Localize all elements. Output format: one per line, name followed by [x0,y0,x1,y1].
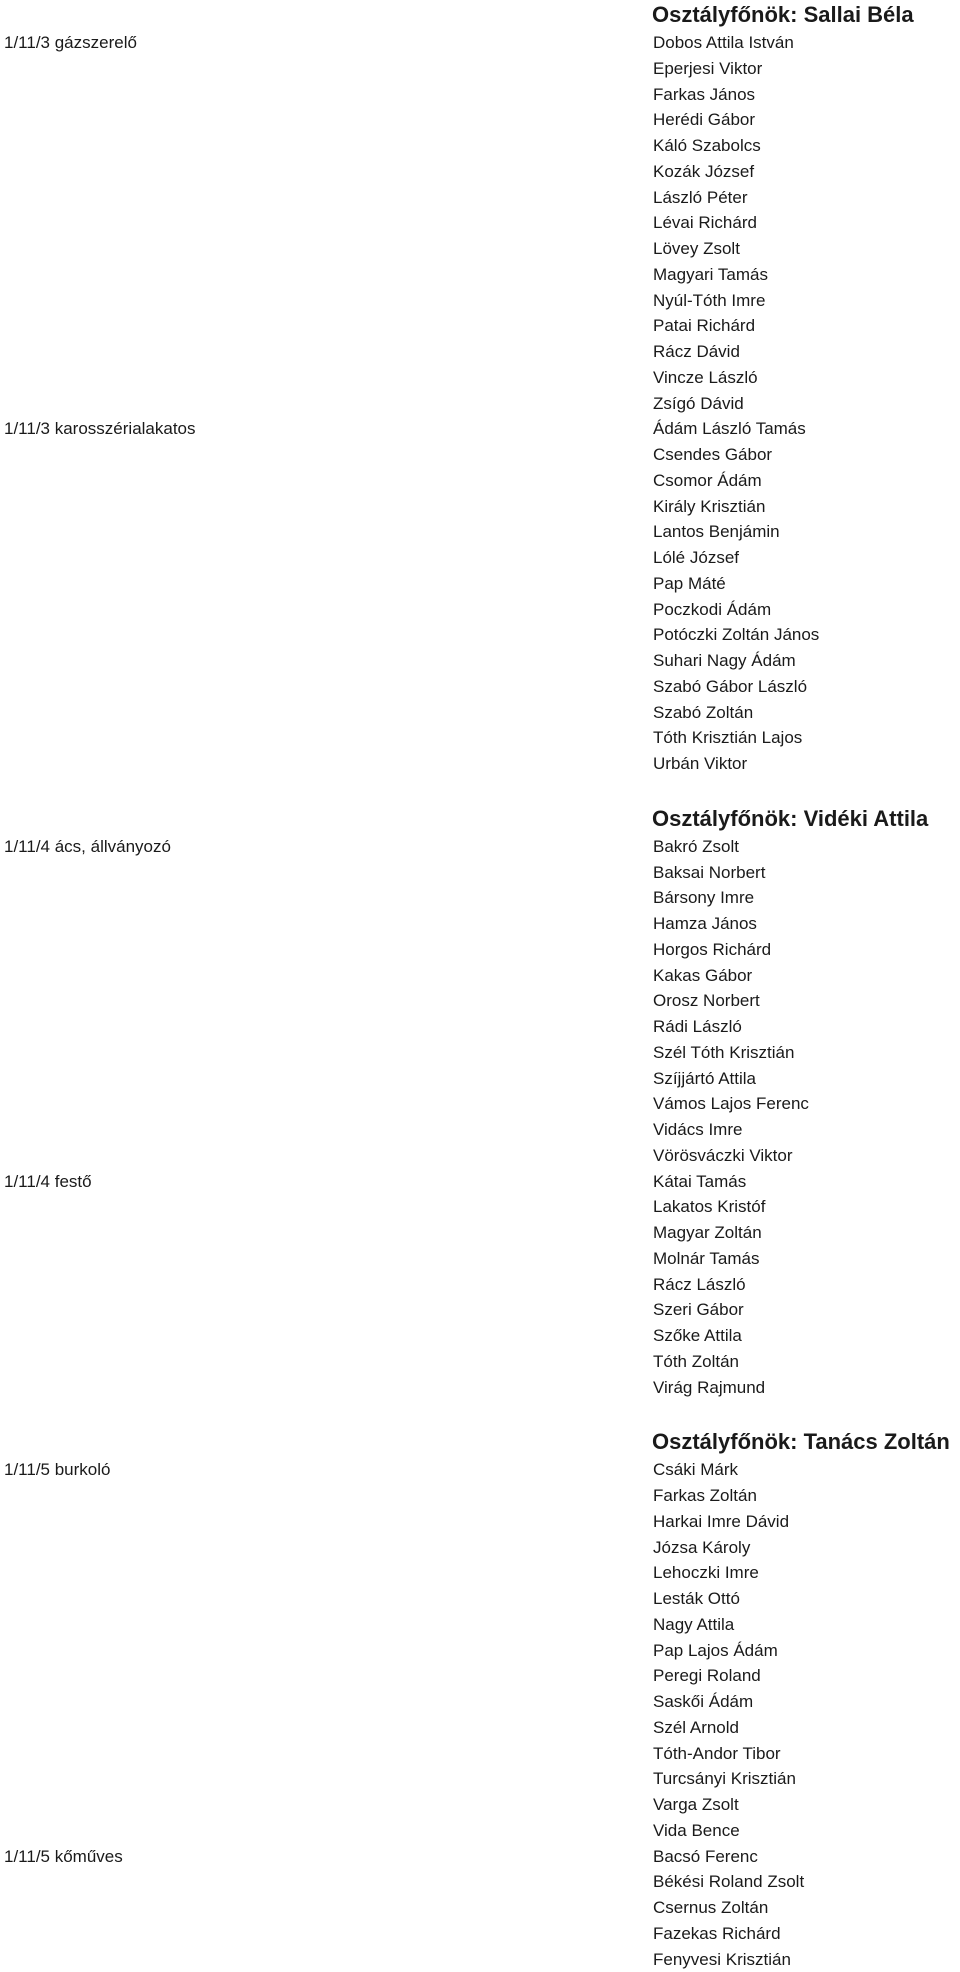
student-name: Fazekas Richárd [653,1921,781,1947]
class-group-label: 1/11/5 kőműves [4,1844,123,1870]
student-row [0,1638,960,1664]
student-row [0,288,960,314]
student-name: Káló Szabolcs [653,133,761,159]
student-name: Lévai Richárd [653,210,757,236]
student-name: Bakró Zsolt [653,834,739,860]
student-name: Vörösváczki Viktor [653,1143,793,1169]
student-name: Virág Rajmund [653,1375,765,1401]
student-name: Vincze László [653,365,758,391]
student-name: Békési Roland Zsolt [653,1869,804,1895]
student-name: Harkai Imre Dávid [653,1509,789,1535]
student-row [0,834,960,860]
student-row [0,1869,960,1895]
student-row [0,494,960,520]
student-row [0,545,960,571]
teacher-section [0,804,960,1401]
class-teacher-heading: Osztályfőnök: Vidéki Attila [652,804,960,834]
student-row [0,725,960,751]
student-row [0,1509,960,1535]
student-row [0,56,960,82]
student-row [0,674,960,700]
student-row [0,185,960,211]
student-row [0,339,960,365]
student-name: Farkas Zoltán [653,1483,757,1509]
student-name: Ádám László Tamás [653,416,806,442]
student-row [0,1895,960,1921]
student-row [0,1483,960,1509]
section-spacer [0,777,960,804]
student-name: Szőke Attila [653,1323,742,1349]
student-row [0,1349,960,1375]
student-name: Lólé József [653,545,739,571]
student-row [0,1272,960,1298]
student-row [0,82,960,108]
student-name: Fenyvesi Krisztián [653,1947,791,1972]
student-name: Nyúl-Tóth Imre [653,288,765,314]
student-name: Poczkodi Ádám [653,597,771,623]
student-name: Kakas Gábor [653,963,752,989]
class-group-label: 1/11/3 karosszérialakatos [4,416,196,442]
student-row [0,1169,960,1195]
student-name: Tóth-Andor Tibor [653,1741,781,1767]
student-row [0,1766,960,1792]
student-row [0,391,960,417]
student-row [0,1741,960,1767]
student-row [0,937,960,963]
class-teacher-heading: Osztályfőnök: Tanács Zoltán [652,1427,960,1457]
student-name: Csáki Márk [653,1457,738,1483]
student-name: Vidács Imre [653,1117,742,1143]
student-row [0,911,960,937]
student-row [0,1535,960,1561]
student-name: Varga Zsolt [653,1792,739,1818]
student-name: Hamza János [653,911,757,937]
student-row [0,1844,960,1870]
student-name: Suhari Nagy Ádám [653,648,796,674]
student-name: Kátai Tamás [653,1169,746,1195]
student-row [0,262,960,288]
student-row [0,416,960,442]
student-name: Pap Lajos Ádám [653,1638,778,1664]
student-name: Csernus Zoltán [653,1895,768,1921]
student-name: Patai Richárd [653,313,755,339]
student-name: Molnár Tamás [653,1246,759,1272]
student-name: Dobos Attila István [653,30,794,56]
student-name: Rádi László [653,1014,742,1040]
student-row [0,313,960,339]
student-name: Potóczki Zoltán János [653,622,819,648]
student-name: Király Krisztián [653,494,765,520]
student-row [0,1117,960,1143]
student-row [0,365,960,391]
student-row [0,1792,960,1818]
student-row [0,988,960,1014]
teacher-section [0,0,960,777]
student-row [0,1560,960,1586]
class-group-label: 1/11/5 burkoló [4,1457,110,1483]
student-row [0,1457,960,1483]
student-name: Lehoczki Imre [653,1560,759,1586]
student-name: Orosz Norbert [653,988,760,1014]
student-row [0,1143,960,1169]
student-name: Vida Bence [653,1818,740,1844]
student-row [0,210,960,236]
student-name: Lakatos Kristóf [653,1194,765,1220]
student-name: Csomor Ádám [653,468,762,494]
student-name: Zsígó Dávid [653,391,744,417]
student-name: Szabó Gábor László [653,674,807,700]
class-teacher-heading: Osztályfőnök: Sallai Béla [652,0,960,30]
student-name: Urbán Viktor [653,751,747,777]
student-row [0,1040,960,1066]
student-row [0,1375,960,1401]
student-row [0,751,960,777]
student-name: Saskői Ádám [653,1689,753,1715]
student-row [0,133,960,159]
student-name: Nagy Attila [653,1612,734,1638]
student-row [0,1715,960,1741]
student-row [0,1689,960,1715]
student-name: Kozák József [653,159,754,185]
student-row [0,700,960,726]
student-name: Lantos Benjámin [653,519,780,545]
student-name: Józsa Károly [653,1535,750,1561]
student-row [0,1246,960,1272]
class-group-label: 1/11/3 gázszerelő [4,30,137,56]
student-row [0,1921,960,1947]
student-row [0,648,960,674]
student-row [0,1194,960,1220]
student-row [0,963,960,989]
student-row [0,107,960,133]
student-name: Csendes Gábor [653,442,772,468]
student-name: Szél Tóth Krisztián [653,1040,794,1066]
student-row [0,1014,960,1040]
student-row [0,1297,960,1323]
student-row [0,885,960,911]
student-row [0,1220,960,1246]
student-name: Baksai Norbert [653,860,765,886]
student-row [0,1091,960,1117]
student-name: Horgos Richárd [653,937,771,963]
student-name: Magyari Tamás [653,262,768,288]
student-row [0,1818,960,1844]
teacher-section [0,1427,960,1972]
student-name: Szabó Zoltán [653,700,753,726]
student-row [0,1586,960,1612]
student-name: Peregi Roland [653,1663,761,1689]
student-row [0,442,960,468]
student-name: Herédi Gábor [653,107,755,133]
student-name: Tóth Krisztián Lajos [653,725,802,751]
student-row [0,236,960,262]
student-row [0,1663,960,1689]
student-name: Szél Arnold [653,1715,739,1741]
student-row [0,1947,960,1972]
student-name: Bársony Imre [653,885,754,911]
student-name: Lövey Zsolt [653,236,740,262]
student-name: Eperjesi Viktor [653,56,762,82]
student-row [0,30,960,56]
student-row [0,519,960,545]
student-name: Rácz László [653,1272,746,1298]
section-spacer [0,1400,960,1427]
student-name: Farkas János [653,82,755,108]
student-name: Szíjjártó Attila [653,1066,756,1092]
student-name: Lesták Ottó [653,1586,740,1612]
student-name: Rácz Dávid [653,339,740,365]
student-name: Szeri Gábor [653,1297,744,1323]
student-row [0,597,960,623]
student-row [0,159,960,185]
student-name: László Péter [653,185,748,211]
student-row [0,571,960,597]
student-row [0,1323,960,1349]
student-row [0,1612,960,1638]
student-name: Vámos Lajos Ferenc [653,1091,809,1117]
student-row [0,622,960,648]
student-name: Pap Máté [653,571,726,597]
class-group-label: 1/11/4 ács, állványozó [4,834,171,860]
student-name: Turcsányi Krisztián [653,1766,796,1792]
student-name: Tóth Zoltán [653,1349,739,1375]
student-row [0,468,960,494]
student-row [0,860,960,886]
student-name: Bacsó Ferenc [653,1844,758,1870]
student-row [0,1066,960,1092]
class-group-label: 1/11/4 festő [4,1169,92,1195]
student-name: Magyar Zoltán [653,1220,762,1246]
